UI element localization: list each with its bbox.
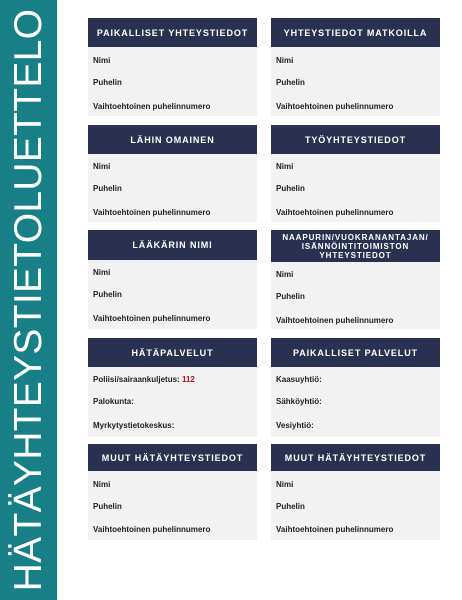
field-puhelin: Puhelin — [93, 290, 122, 299]
card-laakari — [88, 230, 257, 329]
field-sahkoyhtio: Sähköyhtiö: — [276, 397, 322, 406]
card-header: MUUT HÄTÄYHTEYSTIEDOT — [271, 444, 440, 471]
field-vesiyhtio: Vesiyhtiö: — [276, 421, 314, 430]
card-matkoilla — [271, 18, 440, 116]
field-kaasuyhtio: Kaasuyhtiö: — [276, 375, 322, 384]
card-muut-1 — [88, 444, 257, 540]
card-header: YHTEYSTIEDOT MATKOILLA — [271, 18, 440, 47]
card-header: MUUT HÄTÄYHTEYSTIEDOT — [88, 444, 257, 471]
field-puhelin: Puhelin — [93, 502, 122, 511]
card-paikalliset-palvelut — [271, 338, 440, 437]
field-nimi: Nimi — [276, 56, 294, 65]
card-header: PAIKALLISET PALVELUT — [271, 338, 440, 367]
field-vaihtoehtoinen: Vaihtoehtoinen puhelinnumero — [93, 525, 211, 534]
card-muut-2 — [271, 444, 440, 540]
card-header: HÄTÄPALVELUT — [88, 338, 257, 367]
field-puhelin: Puhelin — [93, 78, 122, 87]
field-puhelin: Puhelin — [276, 184, 305, 193]
field-puhelin: Puhelin — [93, 184, 122, 193]
card-header: LÄHIN OMAINEN — [88, 125, 257, 154]
emergency-number: 112 — [181, 375, 195, 384]
field-vaihtoehtoinen: Vaihtoehtoinen puhelinnumero — [93, 102, 211, 111]
field-nimi: Nimi — [93, 162, 111, 171]
field-nimi: Nimi — [93, 480, 111, 489]
field-vaihtoehtoinen: Vaihtoehtoinen puhelinnumero — [276, 208, 394, 217]
field-vaihtoehtoinen: Vaihtoehtoinen puhelinnumero — [276, 102, 394, 111]
card-paikalliset — [88, 18, 257, 116]
field-puhelin: Puhelin — [276, 78, 305, 87]
field-label: Poliisi/sairaankuljetus: — [93, 375, 180, 384]
field-nimi: Nimi — [276, 162, 294, 171]
card-header: PAIKALLISET YHTEYSTIEDOT — [88, 18, 257, 47]
field-vaihtoehtoinen: Vaihtoehtoinen puhelinnumero — [276, 525, 394, 534]
field-nimi: Nimi — [93, 268, 111, 277]
field-puhelin: Puhelin — [276, 502, 305, 511]
card-hatapalvelut — [88, 338, 257, 437]
field-poliisi — [93, 375, 195, 384]
card-naapuri — [271, 230, 440, 329]
card-lahin-omainen — [88, 125, 257, 222]
card-tyoyhteystiedot — [271, 125, 440, 222]
sidebar-band — [0, 0, 57, 600]
field-vaihtoehtoinen: Vaihtoehtoinen puhelinnumero — [276, 316, 394, 325]
page-title: HÄTÄYHTEYSTIETOLUETTELO — [7, 8, 50, 592]
card-header: NAAPURIN/VUOKRANANTAJAN/ ISÄNNÖINTITOIMISTON YHTEYSTIEDOT — [271, 230, 440, 262]
field-puhelin: Puhelin — [276, 292, 305, 301]
card-header: LÄÄKÄRIN NIMI — [88, 230, 257, 260]
field-vaihtoehtoinen: Vaihtoehtoinen puhelinnumero — [93, 208, 211, 217]
field-palokunta: Palokunta: — [93, 397, 134, 406]
field-nimi: Nimi — [93, 56, 111, 65]
field-nimi: Nimi — [276, 270, 294, 279]
card-header: TYÖYHTEYSTIEDOT — [271, 125, 440, 154]
field-nimi: Nimi — [276, 480, 294, 489]
field-vaihtoehtoinen: Vaihtoehtoinen puhelinnumero — [93, 314, 211, 323]
field-myrkytys: Myrkytystietokeskus: — [93, 421, 175, 430]
